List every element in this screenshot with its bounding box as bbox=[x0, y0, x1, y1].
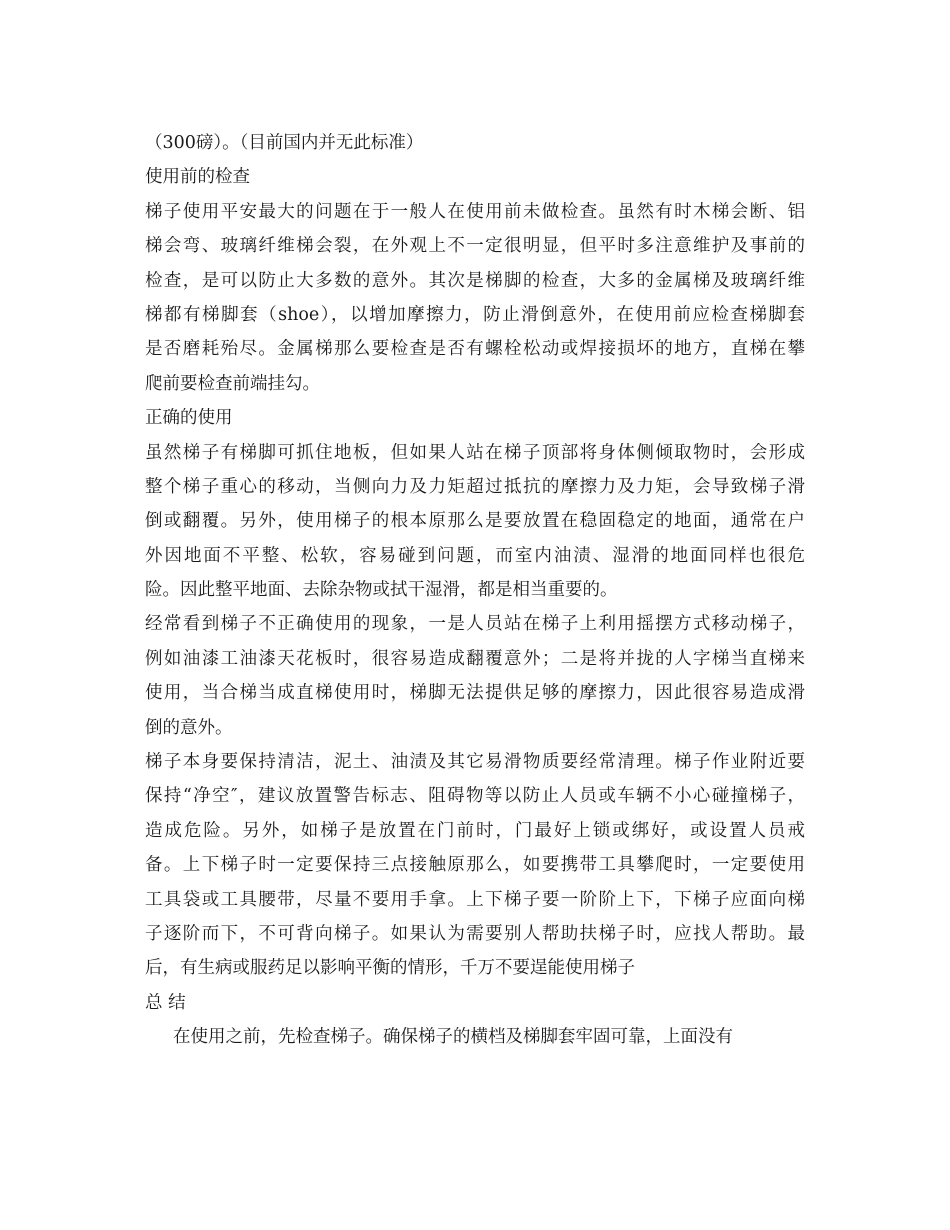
paragraph-line: 是否磨耗殆尽。金属梯那么要检查是否有螺栓松动或焊接损坏的地方，直梯在攀 bbox=[145, 339, 805, 360]
paragraph-line: 后，有生病或服药足以影响平衡的情形，千万不要逞能使用梯子 bbox=[145, 958, 635, 979]
paragraph-line: （300磅）。（目前国内并无此标准） bbox=[145, 133, 424, 153]
paragraph-line: 梯子使用平安最大的问题在于一般人在使用前未做检查。虽然有时木梯会断、铝 bbox=[145, 201, 805, 222]
paragraph-line: 梯都有梯脚套（shoe），以增加摩擦力，防止滑倒意外，在使用前应检查梯脚套 bbox=[145, 304, 805, 325]
section-heading: 正确的使用 bbox=[145, 408, 233, 429]
paragraph-line: 造成危险。另外，如梯子是放置在门前时，门最好上锁或绑好，或设置人员戒 bbox=[145, 820, 805, 841]
paragraph-line: 整个梯子重心的移动，当侧向力及力矩超过抵抗的摩擦力及力矩，会导致梯子滑 bbox=[145, 476, 805, 497]
section-heading: 总 结 bbox=[145, 992, 186, 1013]
paragraph-line: 爬前要检查前端挂勾。 bbox=[145, 373, 320, 394]
paragraph-line: 保持“净空″，建议放置警告标志、阻碍物等以防止人员或车辆不小心碰撞梯子， bbox=[145, 786, 805, 807]
document-page bbox=[145, 126, 805, 1055]
paragraph-line: 例如油漆工油漆天花板时，很容易造成翻覆意外；二是将并拢的人字梯当直梯来 bbox=[145, 648, 805, 669]
paragraph-line: 备。上下梯子时一定要保持三点接触原那么，如要携带工具攀爬时，一定要使用 bbox=[145, 855, 805, 876]
paragraph-line: 倒的意外。 bbox=[145, 717, 233, 738]
paragraph-line: 梯子本身要保持清洁，泥土、油渍及其它易滑物质要经常清理。梯子作业附近要 bbox=[145, 752, 805, 773]
section-heading: 使用前的检查 bbox=[145, 167, 250, 188]
paragraph-line: 梯会弯、玻璃纤维梯会裂，在外观上不一定很明显，但平时多注意维护及事前的 bbox=[145, 236, 805, 257]
paragraph-line: 工具袋或工具腰带，尽量不要用手拿。上下梯子要一阶阶上下，下梯子应面向梯 bbox=[145, 889, 805, 910]
paragraph-line: 险。因此整平地面、去除杂物或拭干湿滑，都是相当重要的。 bbox=[145, 580, 618, 601]
paragraph-line: 虽然梯子有梯脚可抓住地板，但如果人站在梯子顶部将身体侧倾取物时，会形成 bbox=[145, 442, 805, 463]
paragraph-line: 经常看到梯子不正确使用的现象，一是人员站在梯子上利用摇摆方式移动梯子， bbox=[145, 614, 805, 635]
paragraph-line: 外因地面不平整、松软，容易碰到问题，而室内油渍、湿滑的地面同样也很危 bbox=[145, 545, 805, 566]
paragraph-line: 使用，当合梯当成直梯使用时，梯脚无法提供足够的摩擦力，因此很容易造成滑 bbox=[145, 683, 805, 704]
paragraph-line: 在使用之前，先检查梯子。确保梯子的横档及梯脚套牢固可靠，上面没有 bbox=[173, 1027, 733, 1048]
paragraph-line: 倒或翻覆。另外，使用梯子的根本原那么是要放置在稳固稳定的地面，通常在户 bbox=[145, 511, 805, 532]
paragraph-line: 检查，是可以防止大多数的意外。其次是梯脚的检查，大多的金属梯及玻璃纤维 bbox=[145, 270, 805, 291]
paragraph-line: 子逐阶而下，不可背向梯子。如果认为需要别人帮助扶梯子时，应找人帮助。最 bbox=[145, 923, 805, 944]
